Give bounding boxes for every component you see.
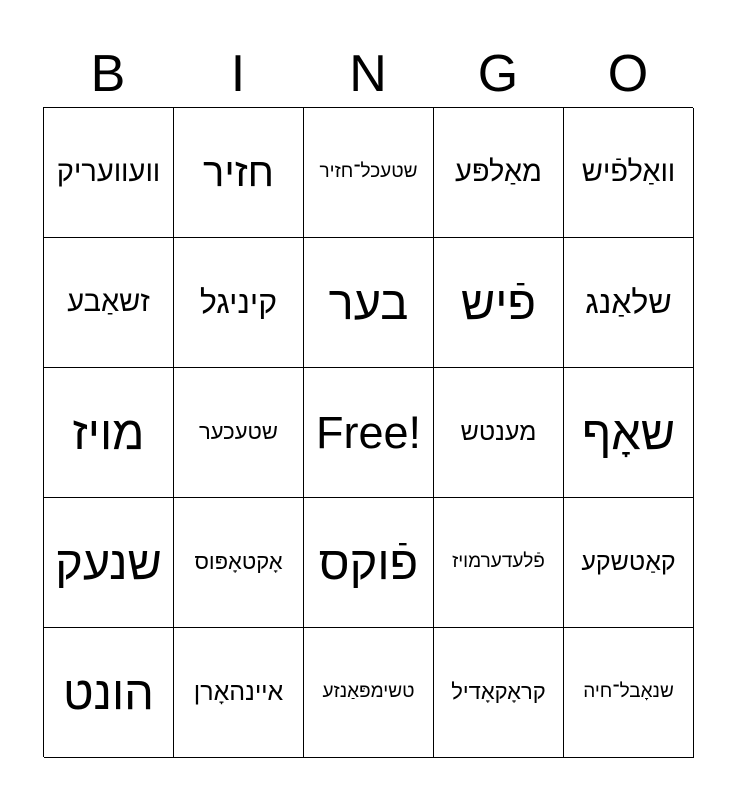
bingo-cell[interactable]	[304, 498, 434, 628]
header-letter-n: N	[349, 45, 387, 103]
bingo-cell[interactable]	[564, 628, 694, 758]
bingo-cell[interactable]	[174, 498, 304, 628]
bingo-cell[interactable]	[44, 368, 174, 498]
free-space-cell[interactable]	[304, 368, 434, 498]
cell-word: שלאַנג	[585, 283, 672, 320]
cell-word: טשימפּאַנזע	[322, 681, 415, 703]
cell-word: קיניגל	[199, 283, 278, 320]
cell-word: קאַטשקע	[581, 547, 676, 576]
bingo-cell[interactable]	[44, 238, 174, 368]
cell-word: זשאַבע	[67, 285, 150, 318]
cell-word: מענטש	[460, 417, 537, 446]
cell-word: שאָף	[581, 405, 676, 459]
cell-word: קראָקאָדיל	[451, 679, 546, 705]
bingo-cell[interactable]	[304, 628, 434, 758]
cell-word: פֿלעדערמויז	[452, 551, 545, 573]
cell-word: פֿיש	[460, 275, 537, 329]
cell-word: שנעק	[55, 535, 162, 589]
cell-word: מאַלפּע	[455, 155, 542, 188]
bingo-cell[interactable]	[434, 498, 564, 628]
bingo-cell[interactable]	[174, 368, 304, 498]
bingo-cell[interactable]	[174, 628, 304, 758]
bingo-cell[interactable]	[174, 108, 304, 238]
header-letter-g: G	[477, 45, 519, 103]
cell-word: בער	[328, 275, 409, 329]
bingo-cell[interactable]	[434, 628, 564, 758]
header-letter-o: O	[607, 45, 649, 103]
bingo-cell[interactable]	[564, 108, 694, 238]
cell-word: הונט	[63, 665, 154, 719]
cell-word: חזיר	[202, 150, 274, 195]
bingo-cell[interactable]	[174, 238, 304, 368]
free-space-label: Free!	[315, 406, 422, 458]
cell-word: װאַלפֿיש	[581, 155, 676, 188]
bingo-cell[interactable]	[564, 368, 694, 498]
bingo-cell[interactable]	[564, 498, 694, 628]
cell-word: אײנהאָרן	[193, 677, 284, 706]
bingo-cell[interactable]	[44, 108, 174, 238]
cell-word: אָקטאָפּוס	[194, 549, 283, 575]
bingo-card-grid	[43, 107, 693, 757]
bingo-cell[interactable]	[434, 238, 564, 368]
bingo-cell[interactable]	[44, 498, 174, 628]
header-letter-b: B	[90, 45, 126, 103]
bingo-cell[interactable]	[434, 368, 564, 498]
header-letter-i: I	[230, 45, 246, 103]
cell-word: שטעכל־חזיר	[319, 161, 418, 183]
cell-word: מויז	[72, 405, 145, 459]
bingo-cell[interactable]	[304, 238, 434, 368]
bingo-cell[interactable]	[564, 238, 694, 368]
bingo-header	[43, 40, 693, 108]
bingo-cell[interactable]	[44, 628, 174, 758]
bingo-cell[interactable]	[434, 108, 564, 238]
bingo-cell[interactable]	[304, 108, 434, 238]
cell-word: פֿוקס	[318, 535, 419, 589]
cell-word: װעװעריק	[56, 155, 161, 188]
cell-word: שנאָבל־חיה	[583, 681, 674, 703]
cell-word: שטעכער	[199, 419, 278, 445]
